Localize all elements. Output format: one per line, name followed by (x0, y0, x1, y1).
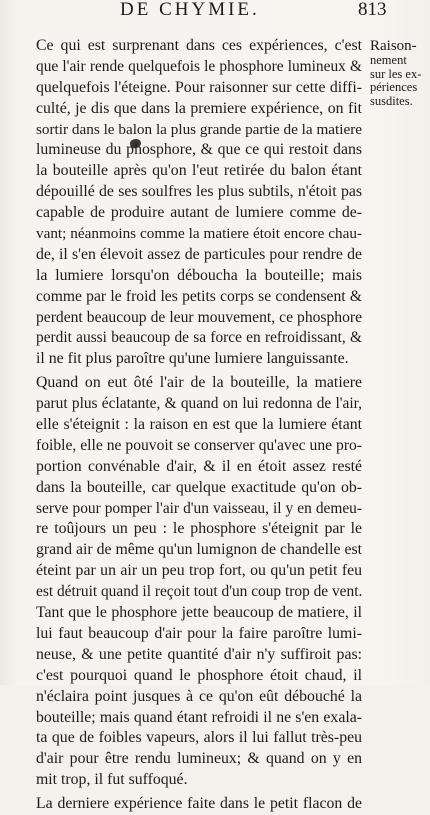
text-line: Ce qui est surprenant dans ces expériences, c'est (36, 37, 362, 54)
text-line: lumineuse du phosphore, & que ce qui restoit dans (36, 141, 362, 159)
text-line: perdit aussi beaucoup de sa force en refroidissant, & (36, 329, 362, 347)
text-line: de, il s'en élevoit assez de particules pour rendre de (36, 245, 362, 263)
text-line: capable de produire autant de lumiere comme de- (36, 204, 362, 222)
text-line: lui faut beaucoup d'air pour la faire paroître lumi- (36, 624, 362, 642)
text-line: éteint par un air un peu trop fort, ou qu'un petit feu (36, 562, 362, 580)
text-line: sortir dans le balon la plus grande partie de la matiere (36, 120, 362, 138)
text-line: dans la bouteille, car quelque exactitude qu'on ob- (36, 478, 362, 496)
text-line: mit trop, il fut suffoqué. (36, 771, 188, 789)
paragraph (36, 794, 362, 815)
text-line: La derniere expérience faite dans le petit flacon de (36, 795, 362, 813)
marginal-note-line: périences (370, 80, 418, 94)
text-line: d'air pour être rendu lumineux; & quand on y en (36, 750, 362, 768)
marginal-note-line: Raison- (370, 38, 417, 54)
text-line: serve pour pomper l'air d'un vaisseau, il y en demeu- (36, 499, 362, 517)
body-text (36, 36, 362, 815)
text-line: bouteille; mais quand étant refroidi il ne s'en exala- (36, 708, 362, 726)
text-line: neuse, & une petite quantité d'air n'y suffiroit pas: (36, 645, 362, 663)
text-line: Quand on eut ôté l'air de la bouteille, la matiere (36, 374, 362, 392)
text-line: ta que de foibles vapeurs, alors il lui fallut très-peu (36, 729, 362, 747)
text-line: grand air de même qu'un lumignon de chandelle est (36, 541, 362, 559)
marginal-note-line: nement (370, 53, 407, 67)
page-header (0, 0, 430, 22)
text-line: foible, elle ne pouvoit se conserver qu'avec une pro- (36, 436, 362, 454)
page-number: 813 (358, 0, 387, 20)
text-line: est détruit quand il reçoit tout d'un coup trop de vent. (36, 583, 362, 601)
text-line: vant; néanmoins comme la matiere étoit encore chau- (36, 225, 362, 243)
running-head: DE CHYMIE. (120, 0, 260, 20)
text-line: culté, je dis que dans la premiere expérience, on fit (36, 99, 362, 117)
marginal-note (370, 39, 430, 108)
text-line: perdent beaucoup de leur mouvement, ce phosphore (36, 308, 362, 326)
paragraph (36, 373, 362, 791)
text-line: n'éclaira point jusques à ce qu'on eût débouché la (36, 687, 362, 705)
text-line: c'est pourquoi quand le phosphore étoit chaud, il (36, 666, 362, 684)
text-line: que l'air rende quelquefois le phosphore lumineux & (36, 57, 362, 75)
text-line: il ne fit plus paroître qu'une lumiere languissante. (36, 350, 349, 368)
text-line: la bouteille après qu'on l'eut retirée du balon étant (36, 162, 362, 180)
text-line: Tant que le phosphore jette beaucoup de matiere, il (36, 604, 362, 622)
paragraph (36, 36, 362, 370)
text-line: re toûjours un peu : le phosphore s'éteignit par le (36, 520, 362, 538)
text-line: comme par le froid les petits corps se condensent & (36, 287, 362, 305)
text-line: elle s'éteignit : la raison en est que la lumiere étant (36, 416, 362, 434)
text-line: parut plus éclatante, & quand on lui redonna de l'air, (36, 395, 362, 413)
text-line: quelquefois l'éteigne. Pour raisonner sur cette diffi- (36, 78, 362, 96)
text-line: la lumiere lorsqu'on déboucha la bouteille; mais (36, 266, 362, 284)
text-line: portion convénable d'air, & il en étoit assez resté (36, 457, 362, 475)
text-line: dépouillé de ses soulfres les plus subtils, n'étoit pas (36, 183, 362, 201)
marginal-note-line: sur les ex- (370, 66, 422, 81)
marginal-note-line: susdites. (370, 93, 413, 108)
